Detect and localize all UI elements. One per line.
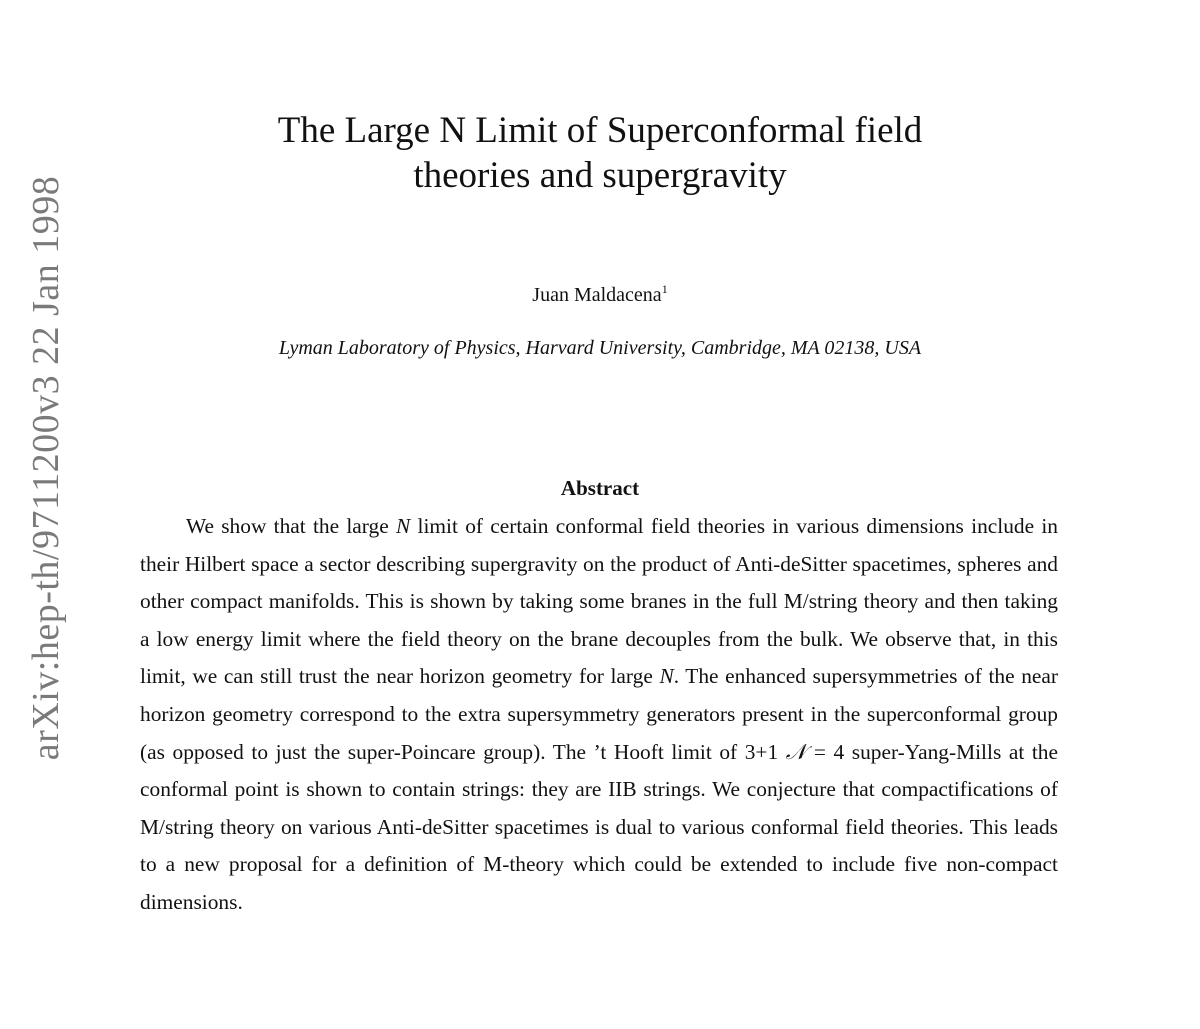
title-line-2: theories and supergravity [413,155,787,196]
abstract-var-n-2: N [659,664,674,689]
author [140,282,1060,307]
author-footnote-mark: 1 [661,282,668,296]
abstract-text-1: We show that the large [186,514,396,538]
abstract-text-3: . The enhanced supersymmetries of the near horizon geometry correspond to the extra supersymmetry generators present in the superconformal group (as opposed to just the super-Poincare group). The ’t Hooft limit of 3+1 [140,664,1058,764]
abstract-body [140,508,1058,922]
abstract-heading: Abstract [560,476,640,500]
abstract-var-n-1: N [396,514,411,538]
abstract-text-4: = 4 super-Yang-Mills at the conformal point is shown to contain strings: they are IIB strings. We conjecture that compactifications of M/string theory on various Anti-deSitter spacetimes is dual to various conformal field theories. This leads to a new proposal for a definition of M-theory which could be extended to include five non-compact dimensions. [140,739,1058,914]
abstract-var-calN: 𝒩 [785,739,807,764]
paper-title [140,108,1060,198]
affiliation: Lyman Laboratory of Physics, Harvard University, Cambridge, MA 02138, USA [278,337,922,359]
arxiv-identifier: arXiv:hep-th/9711200v3 22 Jan 1998 [25,175,67,761]
abstract-text-2: limit of certain conformal field theories in various dimensions include in their Hilbert space a sector describing supergravity on the product of Anti-deSitter spacetimes, spheres and other compact manifolds. This is shown by taking some branes in the full M/string theory and then taking a low energy limit where the field theory on the brane decouples from the bulk. We observe that, in this limit, we can still trust the near horizon geometry for large [140,514,1058,689]
author-name: Juan Maldacena [532,284,662,306]
title-line-1: The Large N Limit of Superconformal field [277,110,923,151]
